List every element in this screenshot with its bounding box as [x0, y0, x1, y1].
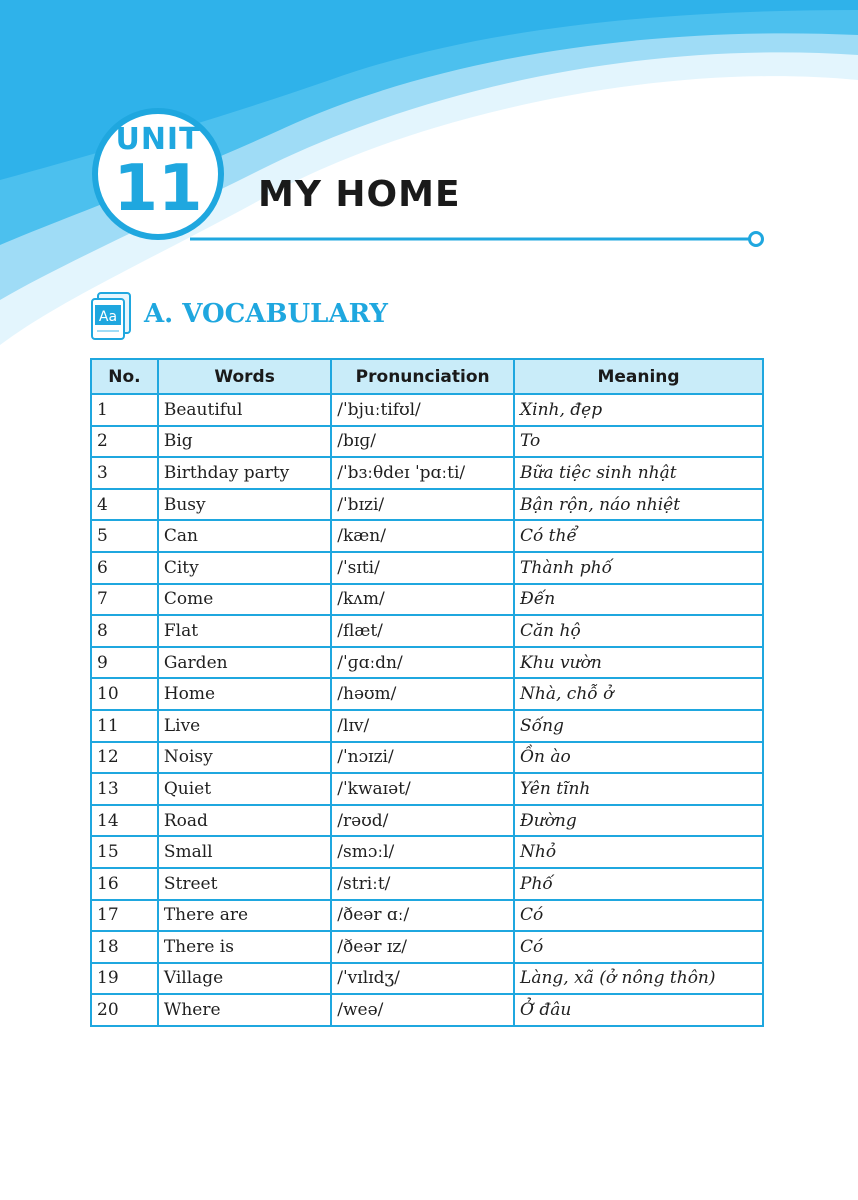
row-number: 17 [91, 900, 158, 932]
unit-label: UNIT [115, 122, 201, 157]
table-row [91, 678, 763, 710]
row-number: 12 [91, 742, 158, 774]
alphabet-card-icon [90, 291, 132, 341]
row-meaning: Ở đâu [514, 994, 763, 1026]
icon-letters: Aa [98, 309, 118, 325]
row-number: 3 [91, 457, 158, 489]
row-meaning: Khu vườn [514, 647, 763, 679]
row-number: 20 [91, 994, 158, 1026]
row-word: City [158, 552, 331, 584]
row-number: 1 [91, 394, 158, 426]
row-pronunciation: /həʊm/ [331, 678, 514, 710]
header-words: Words [158, 359, 331, 394]
row-word: Noisy [158, 742, 331, 774]
table-row [91, 994, 763, 1026]
table-row [91, 742, 763, 774]
row-meaning: Yên tĩnh [514, 773, 763, 805]
row-meaning: Căn hộ [514, 615, 763, 647]
row-pronunciation: /ˈkwaɪət/ [331, 773, 514, 805]
row-word: Can [158, 520, 331, 552]
table-header-row [91, 359, 763, 394]
row-number: 8 [91, 615, 158, 647]
row-meaning: Bận rộn, náo nhiệt [514, 489, 763, 521]
vocabulary-rows [91, 394, 763, 1026]
row-word: Where [158, 994, 331, 1026]
row-number: 15 [91, 836, 158, 868]
row-word: Home [158, 678, 331, 710]
row-pronunciation: /rəʊd/ [331, 805, 514, 837]
row-meaning: Bữa tiệc sinh nhật [514, 457, 763, 489]
header-pronunciation: Pronunciation [331, 359, 514, 394]
row-meaning: Đến [514, 584, 763, 616]
row-meaning: Xinh, đẹp [514, 394, 763, 426]
row-word: Street [158, 868, 331, 900]
table-row [91, 394, 763, 426]
row-meaning: Đường [514, 805, 763, 837]
table-row [91, 963, 763, 995]
row-number: 6 [91, 552, 158, 584]
row-pronunciation: /smɔːl/ [331, 836, 514, 868]
unit-badge [92, 108, 224, 240]
row-pronunciation: /ðeər ɪz/ [331, 931, 514, 963]
row-number: 19 [91, 963, 158, 995]
table-row [91, 584, 763, 616]
row-pronunciation: /striːt/ [331, 868, 514, 900]
row-number: 18 [91, 931, 158, 963]
row-number: 11 [91, 710, 158, 742]
row-word: Live [158, 710, 331, 742]
row-pronunciation: /ˈnɔɪzi/ [331, 742, 514, 774]
row-pronunciation: /flæt/ [331, 615, 514, 647]
row-meaning: Thành phố [514, 552, 763, 584]
section-heading: A. VOCABULARY [144, 299, 388, 329]
row-number: 13 [91, 773, 158, 805]
row-number: 14 [91, 805, 158, 837]
table-row [91, 836, 763, 868]
row-word: Small [158, 836, 331, 868]
row-word: There is [158, 931, 331, 963]
row-number: 5 [91, 520, 158, 552]
row-number: 10 [91, 678, 158, 710]
row-pronunciation: /ðeər ɑː/ [331, 900, 514, 932]
row-word: Beautiful [158, 394, 331, 426]
row-number: 2 [91, 426, 158, 458]
row-pronunciation: /lɪv/ [331, 710, 514, 742]
table-row [91, 710, 763, 742]
row-word: Road [158, 805, 331, 837]
row-meaning: Nhỏ [514, 836, 763, 868]
row-word: Big [158, 426, 331, 458]
table-row [91, 773, 763, 805]
table-row [91, 520, 763, 552]
table-row [91, 426, 763, 458]
row-pronunciation: /ˈbɜːθdeɪ ˈpɑːti/ [331, 457, 514, 489]
row-pronunciation: /kæn/ [331, 520, 514, 552]
row-number: 4 [91, 489, 158, 521]
rule-end-circle [750, 233, 763, 246]
row-word: Quiet [158, 773, 331, 805]
table-row [91, 647, 763, 679]
row-meaning: Làng, xã (ở nông thôn) [514, 963, 763, 995]
row-pronunciation: /weə/ [331, 994, 514, 1026]
row-word: Village [158, 963, 331, 995]
row-word: Come [158, 584, 331, 616]
row-number: 7 [91, 584, 158, 616]
row-pronunciation: /ˈvɪlɪdʒ/ [331, 963, 514, 995]
unit-number: 11 [113, 152, 203, 226]
row-word: Garden [158, 647, 331, 679]
table-row [91, 615, 763, 647]
row-word: Birthday party [158, 457, 331, 489]
row-pronunciation: /ˈsɪti/ [331, 552, 514, 584]
row-meaning: Có [514, 900, 763, 932]
row-pronunciation: /ˈɡɑːdn/ [331, 647, 514, 679]
row-pronunciation: /bɪɡ/ [331, 426, 514, 458]
row-meaning: To [514, 426, 763, 458]
row-pronunciation: /kʌm/ [331, 584, 514, 616]
row-pronunciation: /ˈbɪzi/ [331, 489, 514, 521]
row-number: 9 [91, 647, 158, 679]
table-row [91, 552, 763, 584]
row-meaning: Sống [514, 710, 763, 742]
header-no: No. [91, 359, 158, 394]
row-meaning: Ồn ào [514, 742, 763, 774]
row-number: 16 [91, 868, 158, 900]
unit-title: MY HOME [258, 174, 461, 215]
table-row [91, 900, 763, 932]
header-meaning: Meaning [514, 359, 763, 394]
vocabulary-table [90, 358, 764, 1027]
table-row [91, 805, 763, 837]
row-meaning: Phố [514, 868, 763, 900]
table-row [91, 868, 763, 900]
row-meaning: Nhà, chỗ ở [514, 678, 763, 710]
row-word: Flat [158, 615, 331, 647]
row-pronunciation: /ˈbjuːtifʊl/ [331, 394, 514, 426]
row-word: There are [158, 900, 331, 932]
row-word: Busy [158, 489, 331, 521]
row-meaning: Có thể [514, 520, 763, 552]
row-meaning: Có [514, 931, 763, 963]
table-row [91, 489, 763, 521]
table-row [91, 931, 763, 963]
table-row [91, 457, 763, 489]
